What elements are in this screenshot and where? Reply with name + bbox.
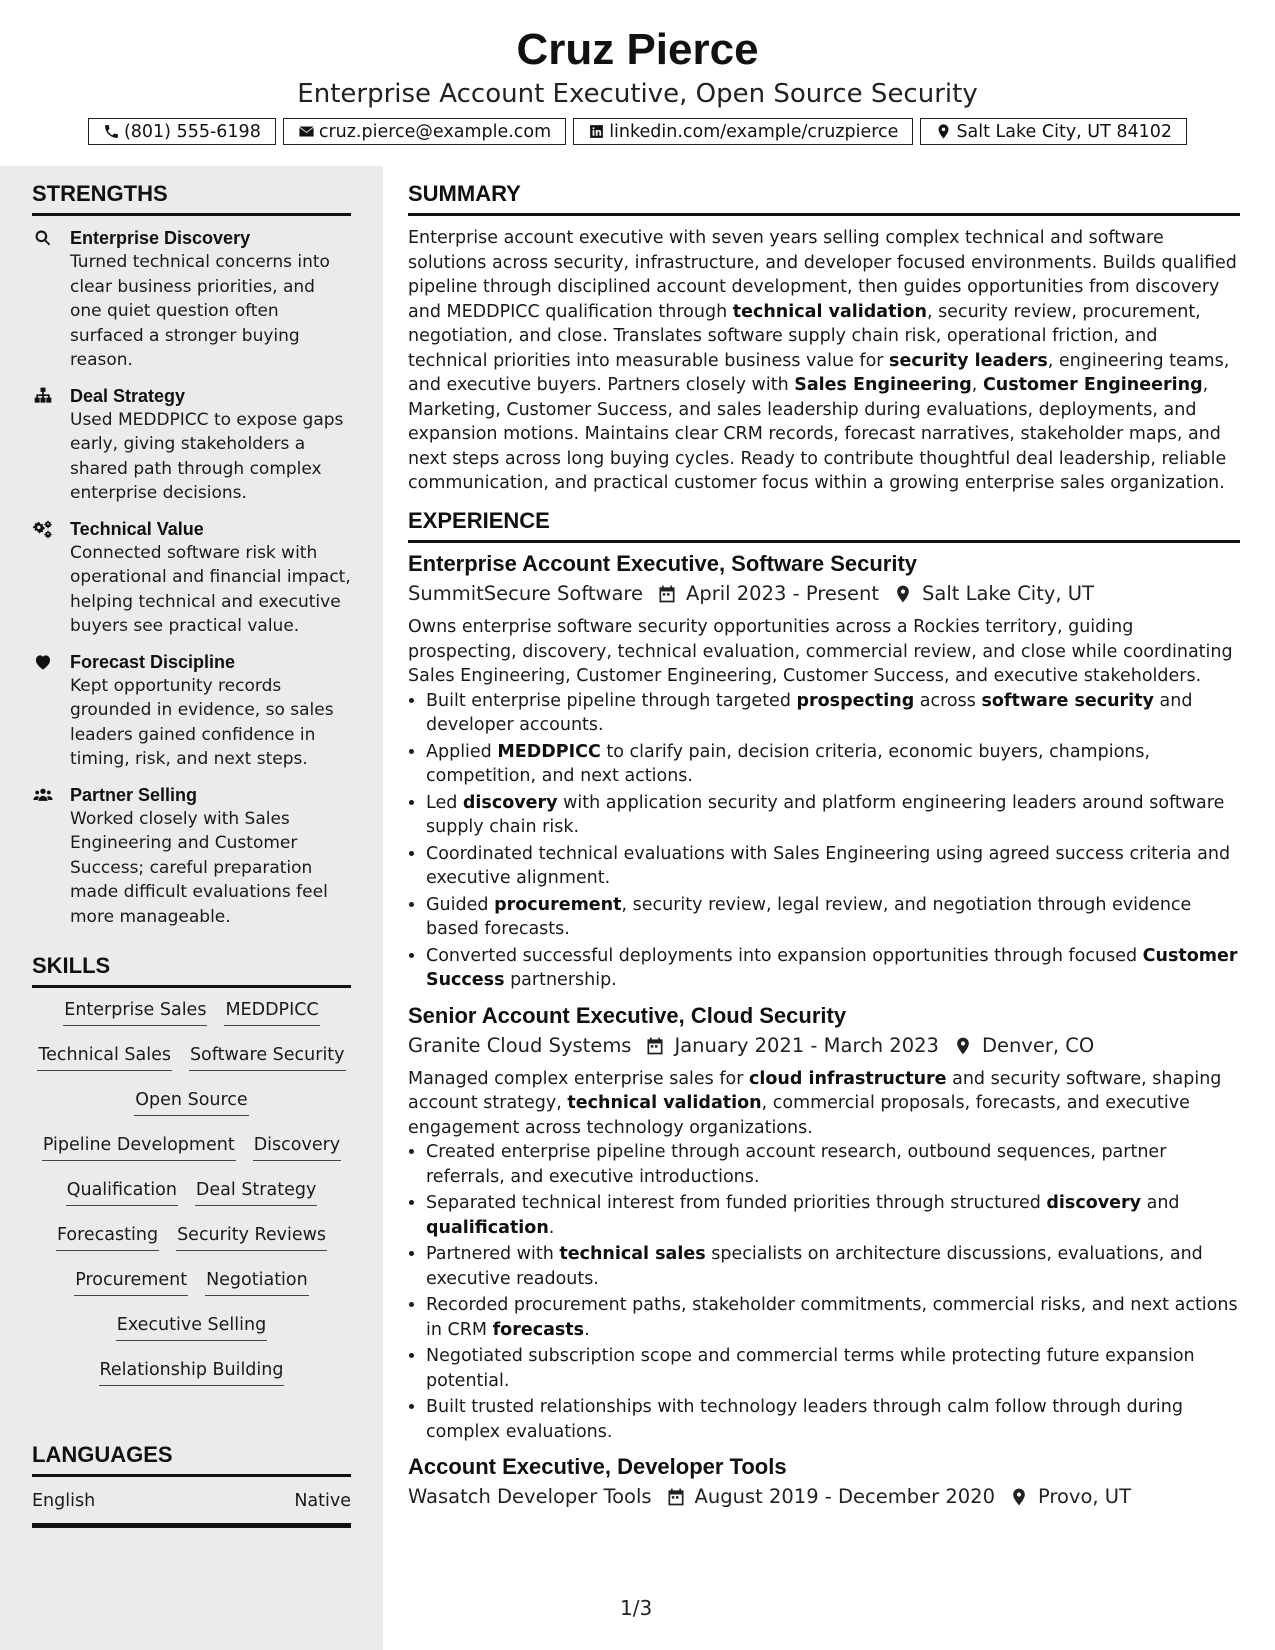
heart-icon [32, 652, 54, 672]
contact-phone[interactable] [88, 118, 276, 145]
skill-tag: Security Reviews [176, 1223, 327, 1251]
job-description: Managed complex enterprise sales for cloud infrastructure and security software, shaping account strategy, technical validation, commercial proposals, forecasts, and executive engagement across technology organizations. [408, 1068, 1222, 1138]
skill-tag: Qualification [66, 1178, 178, 1206]
job-title: Senior Account Executive, Cloud Security [408, 1002, 847, 1028]
skills-section [32, 953, 351, 1403]
languages-heading: LANGUAGES [32, 1442, 351, 1477]
candidate-name: Cruz Pierce [516, 25, 759, 74]
job-location: Salt Lake City, UT [922, 582, 1094, 605]
skill-tag: Software Security [189, 1043, 346, 1071]
job-description: Owns enterprise software security opportunities across a Rockies territory, guiding prospecting, discovery, technical evaluation, commercial review, and close while coordinating Sales Engineering, Customer Engineering, Customer Success, and executive stakeholders. [408, 617, 1233, 686]
job-bullet: • Partnered with technical sales specialists on architecture discussions, evaluations, and executive readouts. [426, 1242, 1240, 1291]
strength-title: Enterprise Discovery [70, 228, 251, 248]
job-meta [408, 579, 1240, 609]
phone-text: (801) 555-6198 [123, 121, 261, 142]
strength-title: Deal Strategy [70, 385, 186, 406]
job-bullet: • Coordinated technical evaluations with Sales Engineering using agreed success criteria and executive alignment. [426, 842, 1240, 891]
job-bullet: • Separated technical interest from funded priorities through structured discovery and qualification. [426, 1191, 1240, 1240]
job-bullet: • Converted successful deployments into expansion opportunities through focused Customer Success partnership. [426, 944, 1240, 993]
job-bullets [408, 1140, 1240, 1444]
language-name: English [32, 1491, 96, 1511]
job-title: Account Executive, Developer Tools [408, 1454, 787, 1479]
job-meta [408, 1031, 1240, 1061]
strength-item [32, 650, 351, 772]
job-bullet: • Recorded procurement paths, stakeholder commitments, commercial risks, and next actions in CRM forecasts. [426, 1293, 1240, 1342]
contact-linkedin[interactable] [573, 118, 913, 145]
strength-item [32, 384, 351, 506]
job-dates: August 2019 - December 2020 [694, 1485, 995, 1508]
job-dates: January 2021 - March 2023 [674, 1033, 939, 1057]
skill-tag: Open Source [134, 1088, 248, 1116]
map-pin-icon [935, 123, 952, 140]
experience-heading: EXPERIENCE [408, 508, 1240, 543]
skill-row [32, 1268, 351, 1313]
job-bullets [408, 689, 1240, 993]
skill-row [32, 1313, 351, 1358]
strength-title: Partner Selling [70, 784, 198, 805]
languages-section [32, 1442, 351, 1528]
job-company: Granite Cloud Systems [408, 1033, 632, 1057]
job-dates: April 2023 - Present [686, 582, 879, 605]
skill-tag: Procurement [74, 1268, 188, 1296]
job-location: Denver, CO [981, 1033, 1095, 1057]
skill-row [32, 1223, 351, 1268]
search-icon [32, 228, 54, 248]
skill-tag: Technical Sales [37, 1043, 172, 1071]
skill-tag: Executive Selling [116, 1313, 267, 1341]
skill-row [32, 1088, 351, 1133]
contact-location [920, 118, 1187, 145]
skill-tag: Relationship Building [99, 1358, 285, 1386]
strength-text: Kept opportunity records grounded in evidence, so sales leaders gained confidence in timing, risk, and next steps. [70, 675, 334, 769]
skill-row [32, 1133, 351, 1178]
summary-heading: SUMMARY [408, 181, 1240, 216]
skill-row [32, 1358, 351, 1403]
email-text: cruz.pierce@example.com [318, 121, 552, 142]
skill-tag: Deal Strategy [195, 1178, 317, 1206]
strength-text: Connected software risk with operational and financial impact, helping technical and executive buyers see practical value. [70, 542, 351, 636]
job-bullet: • Guided procurement, security review, legal review, and negotiation through evidence based forecasts. [426, 893, 1240, 942]
summary-section [408, 181, 1240, 496]
job-entry [408, 549, 1240, 993]
job-bullet: • Led discovery with application security and platform engineering leaders around software supply chain risk. [426, 791, 1240, 840]
skill-tag: Negotiation [205, 1268, 309, 1296]
job-title: Enterprise Account Executive, Software Security [408, 551, 918, 576]
skill-row [32, 1043, 351, 1088]
skills-list [32, 998, 351, 1403]
summary-text: Enterprise account executive with seven years selling complex technical and software solutions across security, infrastructure, and developer focused environments. Builds qualified pipeline through disciplined account development, then guides opportunities from discovery and MEDDPICC qualification through technical validation, security review, procurement, negotiation, and close. Translates software supply chain risk, operational friction, and technical priorities into measurable business value for security leaders, engineering teams, and executive buyers. Partners closely with Sales Engineering, Customer Engineering, Marketing, Customer Success, and sales leadership during evaluations, deployments, and expansion motions. Maintains clear CRM records, forecast narratives, stakeholder maps, and next steps across long buying cycles. Ready to contribute thoughtful deal leadership, reliable communication, and practical customer focus within a growing enterprise sales organization. [408, 228, 1237, 493]
strength-title: Technical Value [70, 518, 204, 539]
strength-text: Turned technical concerns into clear business priorities, and one quiet question often surfaced a stronger buying reason. [70, 252, 330, 370]
envelope-icon [298, 123, 315, 140]
page-number: 1/3 [620, 1596, 653, 1620]
calendar-icon [645, 1036, 665, 1056]
job-company: Wasatch Developer Tools [408, 1485, 652, 1508]
location-text: Salt Lake City, UT 84102 [956, 121, 1173, 142]
linkedin-icon [588, 123, 605, 140]
job-bullet: • Built trusted relationships with technology leaders through calm follow through during complex evaluations. [426, 1395, 1240, 1444]
calendar-icon [666, 1487, 686, 1507]
strength-title: Forecast Discipline [70, 651, 236, 672]
map-pin-icon [953, 1036, 973, 1056]
job-location: Provo, UT [1038, 1485, 1131, 1508]
strength-item [32, 517, 351, 639]
phone-icon [103, 123, 120, 140]
job-bullet: • Applied MEDDPICC to clarify pain, decision criteria, economic buyers, champions, competition, and next actions. [426, 740, 1240, 789]
strength-item [32, 783, 351, 930]
job-bullet: • Negotiated subscription scope and commercial terms while protecting future expansion potential. [426, 1344, 1240, 1393]
strength-item [32, 226, 351, 373]
calendar-icon [657, 584, 677, 604]
skill-tag: Enterprise Sales [63, 998, 207, 1026]
candidate-role: Enterprise Account Executive, Open Source Security [297, 79, 978, 109]
language-level: Native [294, 1491, 351, 1511]
users-icon [32, 785, 54, 805]
skill-row [32, 998, 351, 1043]
job-bullet: • Built enterprise pipeline through targeted prospecting across software security and developer accounts. [426, 689, 1240, 738]
job-entry [408, 1452, 1240, 1512]
experience-section [408, 508, 1240, 1520]
strengths-section [32, 181, 351, 940]
linkedin-text: linkedin.com/example/cruzpierce [609, 121, 899, 142]
strength-text: Used MEDDPICC to expose gaps early, giving stakeholders a shared path through complex enterprise decisions. [70, 409, 344, 503]
resume-header [0, 22, 1275, 145]
sitemap-icon [32, 386, 54, 406]
skill-tag: Discovery [253, 1133, 341, 1161]
map-pin-icon [893, 584, 913, 604]
jobs-list [408, 549, 1240, 1512]
language-row [32, 1477, 351, 1528]
strengths-heading: STRENGTHS [32, 181, 351, 216]
map-pin-icon [1009, 1487, 1029, 1507]
job-company: SummitSecure Software [408, 582, 643, 605]
skill-row [32, 1178, 351, 1223]
gears-icon [32, 519, 54, 539]
contact-email[interactable] [283, 118, 566, 145]
job-bullet: • Created enterprise pipeline through account research, outbound sequences, partner referrals, and executive introductions. [426, 1140, 1240, 1189]
skill-tag: MEDDPICC [224, 998, 319, 1026]
contact-bar [0, 118, 1275, 145]
strength-text: Worked closely with Sales Engineering and Customer Success; careful preparation made difficult evaluations feel more manageable. [70, 808, 328, 927]
skills-heading: SKILLS [32, 953, 351, 988]
job-meta [408, 1482, 1240, 1512]
skill-tag: Forecasting [56, 1223, 159, 1251]
job-entry [408, 1001, 1240, 1445]
skill-tag: Pipeline Development [42, 1133, 236, 1161]
